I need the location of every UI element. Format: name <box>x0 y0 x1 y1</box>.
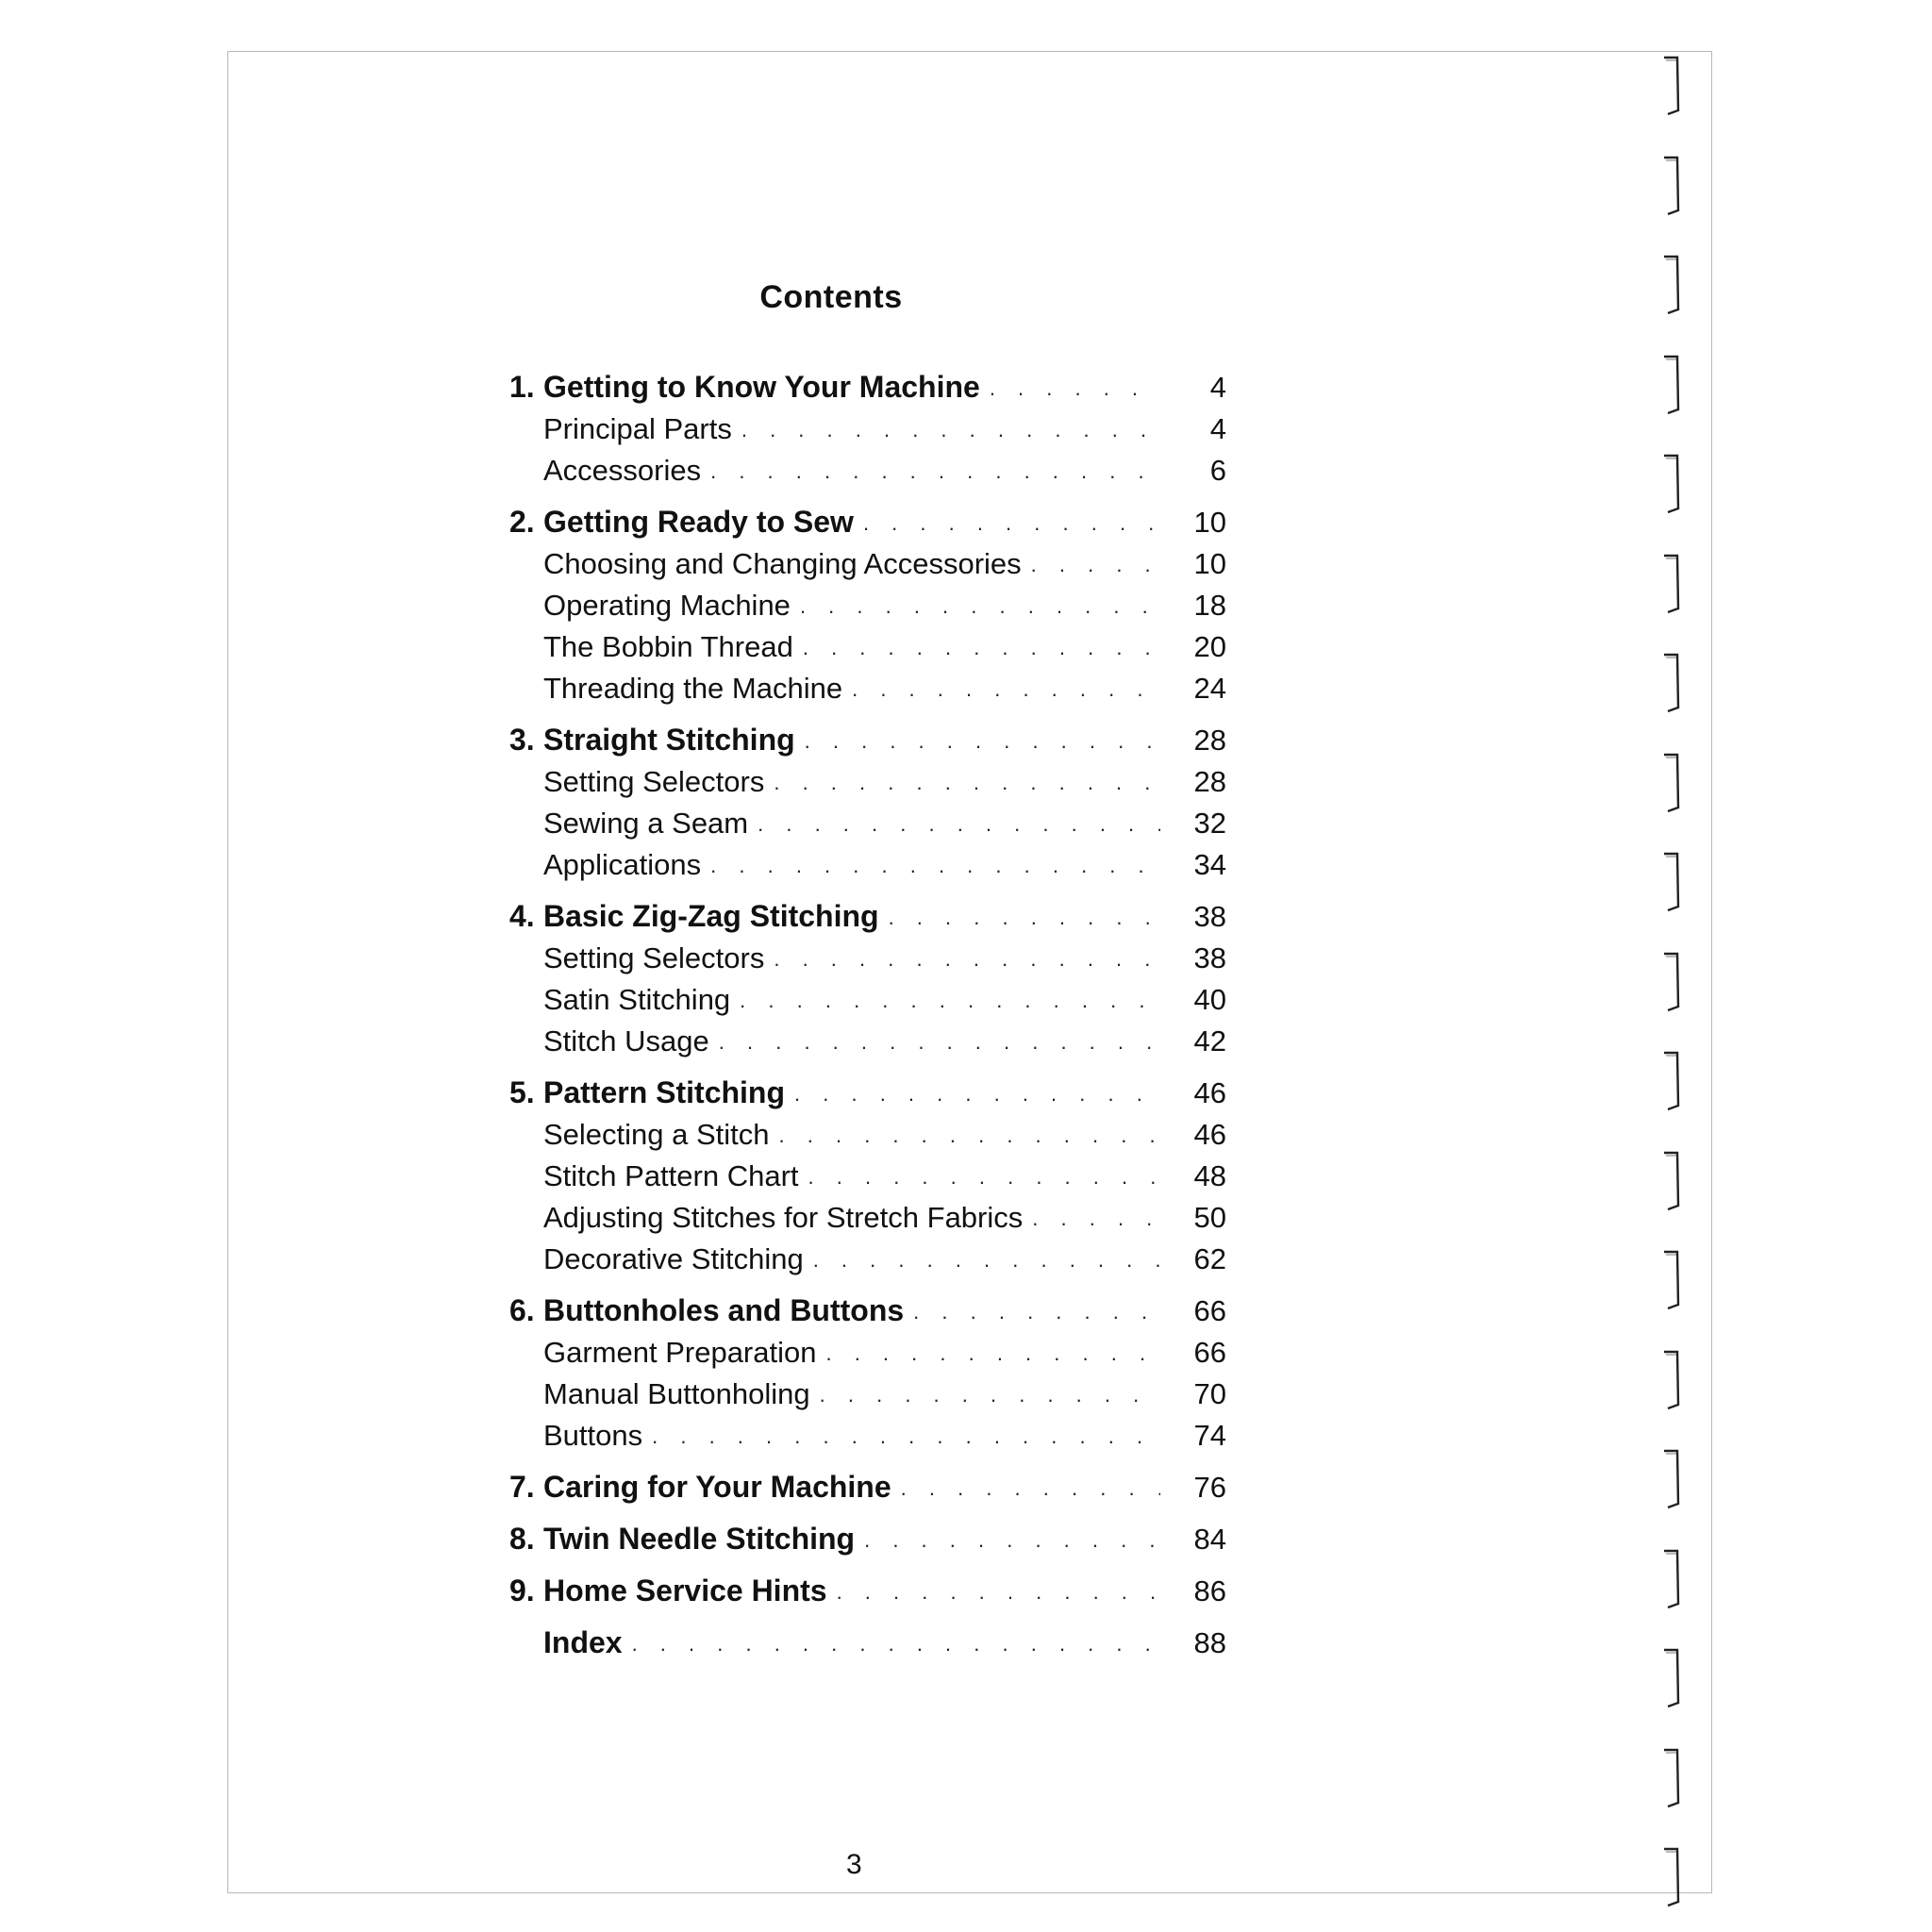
dot-leader <box>794 1084 1160 1105</box>
dot-leader <box>808 1167 1160 1188</box>
subentry-title: Manual Buttonholing <box>543 1377 810 1410</box>
toc-subentry <box>509 1411 1226 1453</box>
toc-subentry <box>509 1193 1226 1235</box>
toc-subentry <box>509 540 1226 581</box>
dot-leader <box>1032 1208 1160 1229</box>
toc-chapter-entry <box>509 1287 1226 1328</box>
subentry-page: 4 <box>1209 412 1226 445</box>
binding-tab-icon <box>1662 1843 1683 1913</box>
chapter-page: 84 <box>1193 1523 1226 1556</box>
toc-section <box>509 892 1226 1058</box>
chapter-number: 4. <box>509 899 535 933</box>
chapter-title: Buttonholes and Buttons <box>543 1293 905 1327</box>
chapter-title: Caring for Your Machine <box>543 1470 891 1504</box>
binding-tab-icon <box>1662 52 1683 122</box>
chapter-page: 46 <box>1193 1076 1226 1109</box>
dot-leader <box>741 420 1160 441</box>
chapter-title: Pattern Stitching <box>543 1075 786 1109</box>
subentry-title: Setting Selectors <box>543 941 765 974</box>
dot-leader <box>901 1478 1160 1499</box>
toc-subentry <box>509 1017 1226 1058</box>
subentry-title: Applications <box>543 848 702 881</box>
chapter-title: Getting Ready to Sew <box>543 505 854 539</box>
subentry-title: Threading the Machine <box>543 672 843 705</box>
chapter-title: Basic Zig-Zag Stitching <box>543 899 879 933</box>
subentry-page: 28 <box>1193 765 1226 798</box>
toc-subentry <box>509 1328 1226 1370</box>
binding-tab-icon <box>1662 251 1683 321</box>
subentry-page: 34 <box>1193 848 1226 881</box>
dot-leader <box>1031 555 1160 575</box>
toc-subentry <box>509 664 1226 706</box>
page-number: 3 <box>846 1849 862 1880</box>
subentry-title: Garment Preparation <box>543 1336 817 1369</box>
toc-chapter-entry <box>509 363 1226 405</box>
binding-tab-icon <box>1662 152 1683 222</box>
toc-chapter-entry <box>509 716 1226 758</box>
toc-section <box>509 1619 1226 1660</box>
chapter-title: Home Service Hints <box>543 1574 827 1607</box>
chapter-page: 88 <box>1193 1626 1226 1659</box>
subentry-page: 50 <box>1193 1201 1226 1234</box>
toc-subentry <box>509 623 1226 664</box>
toc-section <box>509 1287 1226 1453</box>
chapter-page: 10 <box>1193 506 1226 539</box>
binding-tab-icon <box>1662 848 1683 918</box>
toc-subentry <box>509 1110 1226 1152</box>
chapter-title: Getting to Know Your Machine <box>543 370 980 404</box>
subentry-page: 42 <box>1193 1024 1226 1058</box>
subentry-page: 66 <box>1193 1336 1226 1369</box>
dot-leader <box>837 1582 1160 1603</box>
dot-leader <box>990 378 1160 399</box>
chapter-page: 28 <box>1193 724 1226 757</box>
dot-leader <box>852 679 1160 700</box>
dot-leader <box>864 1530 1160 1551</box>
chapter-page: 86 <box>1193 1574 1226 1607</box>
dot-leader <box>889 908 1160 928</box>
dot-leader <box>825 1343 1160 1364</box>
dot-leader <box>758 814 1160 835</box>
dot-leader <box>863 513 1160 534</box>
toc-chapter-entry <box>509 1069 1226 1110</box>
toc-section <box>509 716 1226 882</box>
toc-subentry <box>509 405 1226 446</box>
chapter-number: 1. <box>509 370 535 404</box>
toc-chapter-entry <box>509 1515 1226 1557</box>
subentry-page: 46 <box>1193 1118 1226 1151</box>
chapter-number: 2. <box>509 505 535 539</box>
binding-tab-icon <box>1662 749 1683 819</box>
chapter-title: Index <box>543 1625 623 1659</box>
toc-subentry <box>509 581 1226 623</box>
page-title: Contents <box>759 279 903 315</box>
chapter-page: 66 <box>1193 1294 1226 1327</box>
chapter-page: 38 <box>1193 900 1226 933</box>
dot-leader <box>632 1634 1160 1655</box>
subentry-title: Satin Stitching <box>543 983 731 1016</box>
subentry-title: The Bobbin Thread <box>543 630 793 663</box>
chapter-number: 9. <box>509 1574 535 1607</box>
subentry-page: 62 <box>1193 1242 1226 1275</box>
dot-leader <box>800 596 1160 617</box>
chapter-number: 6. <box>509 1293 535 1327</box>
dot-leader <box>710 856 1160 876</box>
dot-leader <box>774 949 1160 970</box>
dot-leader <box>710 461 1160 482</box>
toc-chapter-entry <box>509 1463 1226 1505</box>
toc-subentry <box>509 799 1226 841</box>
subentry-page: 48 <box>1193 1159 1226 1192</box>
chapter-number: 8. <box>509 1522 535 1556</box>
subentry-page: 38 <box>1193 941 1226 974</box>
subentry-title: Selecting a Stitch <box>543 1118 770 1151</box>
table-of-contents <box>509 363 1226 1671</box>
toc-subentry <box>509 1235 1226 1276</box>
toc-section <box>509 498 1226 706</box>
subentry-title: Sewing a Seam <box>543 807 749 840</box>
dot-leader <box>805 731 1160 752</box>
binding-tab-icon <box>1662 1047 1683 1117</box>
subentry-page: 40 <box>1193 983 1226 1016</box>
toc-section <box>509 1567 1226 1608</box>
dot-leader <box>774 773 1160 793</box>
binding-tab-icon <box>1662 550 1683 620</box>
toc-subentry <box>509 758 1226 799</box>
toc-chapter-entry <box>509 892 1226 934</box>
dot-leader <box>652 1426 1160 1447</box>
subentry-title: Choosing and Changing Accessories <box>543 547 1022 580</box>
subentry-title: Stitch Pattern Chart <box>543 1159 799 1192</box>
subentry-title: Stitch Usage <box>543 1024 709 1058</box>
dot-leader <box>813 1250 1160 1271</box>
dot-leader <box>913 1302 1160 1323</box>
dot-leader <box>719 1032 1160 1053</box>
dot-leader <box>820 1385 1160 1406</box>
chapter-number: 3. <box>509 723 535 757</box>
subentry-title: Adjusting Stitches for Stretch Fabrics <box>543 1201 1024 1234</box>
dot-leader <box>740 991 1160 1011</box>
chapter-page: 76 <box>1193 1471 1226 1504</box>
toc-subentry <box>509 446 1226 488</box>
binding-tab-icon <box>1662 1147 1683 1217</box>
toc-section <box>509 1069 1226 1276</box>
toc-subentry <box>509 975 1226 1017</box>
binding-tab-icon <box>1662 1445 1683 1515</box>
subentry-page: 24 <box>1193 672 1226 705</box>
binding-tab-icon <box>1662 1545 1683 1615</box>
chapter-number: 7. <box>509 1470 535 1504</box>
toc-subentry <box>509 1152 1226 1193</box>
toc-chapter-entry <box>509 498 1226 540</box>
binding-tab-icon <box>1662 649 1683 719</box>
binding-tab-icon <box>1662 1346 1683 1416</box>
subentry-page: 20 <box>1193 630 1226 663</box>
binding-tab-icon <box>1662 351 1683 421</box>
subentry-page: 6 <box>1209 454 1226 487</box>
binding-tab-icon <box>1662 1744 1683 1814</box>
dot-leader <box>779 1125 1160 1146</box>
binding-tabs <box>1662 52 1700 1891</box>
subentry-title: Setting Selectors <box>543 765 765 798</box>
binding-tab-icon <box>1662 1246 1683 1316</box>
toc-subentry <box>509 841 1226 882</box>
subentry-page: 10 <box>1193 547 1226 580</box>
binding-tab-icon <box>1662 450 1683 520</box>
chapter-number: 5. <box>509 1075 535 1109</box>
toc-chapter-entry <box>509 1567 1226 1608</box>
subentry-page: 74 <box>1193 1419 1226 1452</box>
subentry-title: Buttons <box>543 1419 643 1452</box>
toc-subentry <box>509 934 1226 975</box>
chapter-page: 4 <box>1209 371 1226 404</box>
subentry-page: 18 <box>1193 589 1226 622</box>
subentry-page: 32 <box>1193 807 1226 840</box>
binding-tab-icon <box>1662 948 1683 1018</box>
toc-section <box>509 1515 1226 1557</box>
subentry-page: 70 <box>1193 1377 1226 1410</box>
subentry-title: Operating Machine <box>543 589 791 622</box>
toc-subentry <box>509 1370 1226 1411</box>
binding-tab-icon <box>1662 1644 1683 1714</box>
toc-section <box>509 363 1226 488</box>
chapter-title: Twin Needle Stitching <box>543 1522 856 1556</box>
subentry-title: Principal Parts <box>543 412 732 445</box>
toc-section <box>509 1463 1226 1505</box>
chapter-title: Straight Stitching <box>543 723 795 757</box>
dot-leader <box>803 638 1160 658</box>
toc-chapter-entry <box>509 1619 1226 1660</box>
subentry-title: Accessories <box>543 454 702 487</box>
subentry-title: Decorative Stitching <box>543 1242 804 1275</box>
